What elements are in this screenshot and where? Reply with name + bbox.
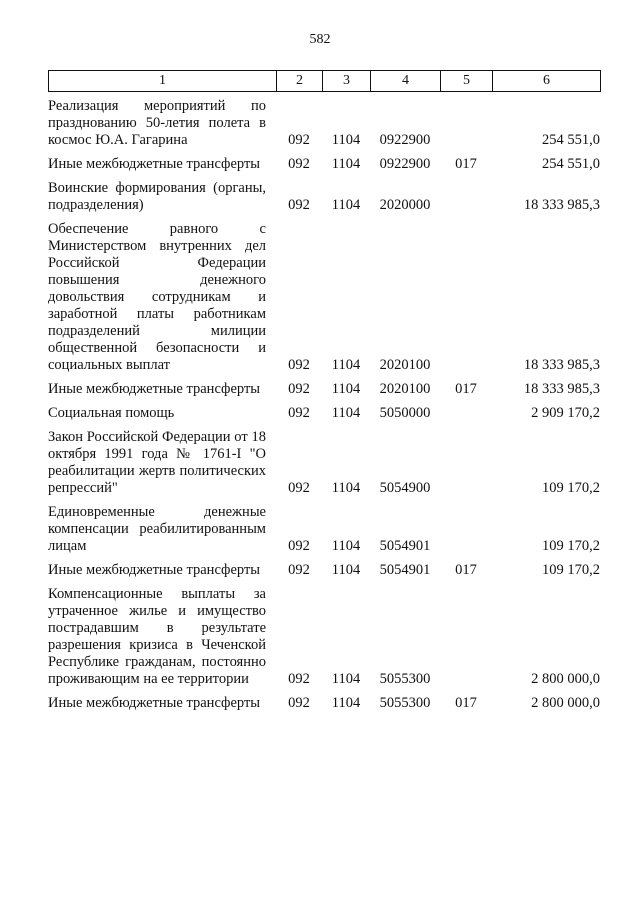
table-row [48,429,600,504]
row-code-2-cell: 092 [288,381,310,397]
row-code-4-cell: 5054900 [379,480,431,496]
row-code-4-cell: 2020100 [379,381,431,397]
row-code-4-cell: 5054901 [379,562,431,578]
row-name-cell: Иные межбюджетные трансферты [48,156,261,172]
row-code-2-cell: 092 [288,538,310,554]
row-name-cell: Реализация мероприятий по празднованию 50-летия полета в космос Ю.А. Гагарина [48,98,266,148]
row-code-3-cell: 1104 [331,357,361,373]
row-amount-cell: 18 333 985,3 [523,381,600,397]
row-code-3-cell: 1104 [331,197,361,213]
row-code-2-cell: 092 [288,695,310,711]
table-row [48,98,600,156]
column-header-5: 5 [441,71,493,92]
row-code-5-cell [440,180,492,221]
row-code-5-cell [440,504,492,562]
row-code-2-cell: 092 [288,156,310,172]
row-code-4-cell: 0922900 [379,156,431,172]
table-row [48,221,600,381]
row-code-4-cell: 2020000 [379,197,431,213]
column-header-table [48,70,601,92]
row-code-5-cell: 017 [455,695,477,711]
row-amount-cell: 2 909 170,2 [531,405,600,421]
row-amount-cell: 18 333 985,3 [523,357,600,373]
row-code-4-cell: 5050000 [379,405,431,421]
row-name-cell: Иные межбюджетные трансферты [48,381,261,397]
table-row [48,586,600,695]
row-code-4-cell: 0922900 [379,132,431,148]
row-code-3-cell: 1104 [331,538,361,554]
row-code-4-cell: 5054901 [379,538,431,554]
row-code-3-cell: 1104 [331,562,361,578]
row-name-cell: Компенсационные выплаты за утраченное жилье и имущество пострадавшим в результате разрешения кризиса в Чеченской Республике гражданам, постоянно проживающим на ее территории [48,586,266,687]
row-code-2-cell: 092 [288,671,310,687]
row-code-5-cell: 017 [455,156,477,172]
row-code-2-cell: 092 [288,480,310,496]
row-code-4-cell: 5055300 [379,671,431,687]
row-code-5-cell [440,429,492,504]
row-name-cell: Закон Российской Федерации от 18 октября 1991 года № 1761-I "О реабилитации жертв политических репрессий" [48,429,266,496]
column-header-6: 6 [493,71,601,92]
row-name-cell: Иные межбюджетные трансферты [48,562,261,578]
row-name-cell: Иные межбюджетные трансферты [48,695,261,711]
row-code-2-cell: 092 [288,357,310,373]
table-row [48,405,600,429]
table-row [48,504,600,562]
row-amount-cell: 109 170,2 [542,538,600,554]
row-name-cell: Воинские формирования (органы, подразделения) [48,180,266,213]
row-code-3-cell: 1104 [331,132,361,148]
row-amount-cell: 109 170,2 [542,480,600,496]
row-amount-cell: 2 800 000,0 [531,671,600,687]
row-code-3-cell: 1104 [331,671,361,687]
row-code-5-cell [440,586,492,695]
row-amount-cell: 109 170,2 [542,562,600,578]
row-code-2-cell: 092 [288,405,310,421]
table-row [48,180,600,221]
row-amount-cell: 254 551,0 [542,132,600,148]
row-code-4-cell: 5055300 [379,695,431,711]
row-code-3-cell: 1104 [331,695,361,711]
row-code-5-cell: 017 [455,381,477,397]
budget-table [48,98,600,719]
column-header-3: 3 [323,71,371,92]
row-code-4-cell: 2020100 [379,357,431,373]
row-name-cell: Обеспечение равного с Министерством внутренних дел Российской Федерации повышения денежного довольствия сотрудникам и заработной платы работникам подразделений милиции общественной безопасности и социальных выплат [48,221,266,373]
table-row [48,695,600,719]
row-amount-cell: 2 800 000,0 [531,695,600,711]
row-code-5-cell [440,405,492,429]
row-code-5-cell: 017 [455,562,477,578]
column-header-1: 1 [49,71,277,92]
row-code-3-cell: 1104 [331,480,361,496]
row-code-3-cell: 1104 [331,156,361,172]
row-code-5-cell [440,98,492,156]
table-row [48,381,600,405]
table-row [48,156,600,180]
row-amount-cell: 254 551,0 [542,156,600,172]
column-header-2: 2 [277,71,323,92]
row-code-3-cell: 1104 [331,381,361,397]
column-header-4: 4 [371,71,441,92]
table-row [48,562,600,586]
row-amount-cell: 18 333 985,3 [523,197,600,213]
row-code-5-cell [440,221,492,381]
row-name-cell: Социальная помощь [48,405,175,421]
row-code-2-cell: 092 [288,197,310,213]
row-name-cell: Единовременные денежные компенсации реабилитированным лицам [48,504,266,554]
column-header-row [49,71,601,92]
row-code-3-cell: 1104 [331,405,361,421]
row-code-2-cell: 092 [288,132,310,148]
row-code-2-cell: 092 [288,562,310,578]
page-number: 582 [309,32,331,47]
